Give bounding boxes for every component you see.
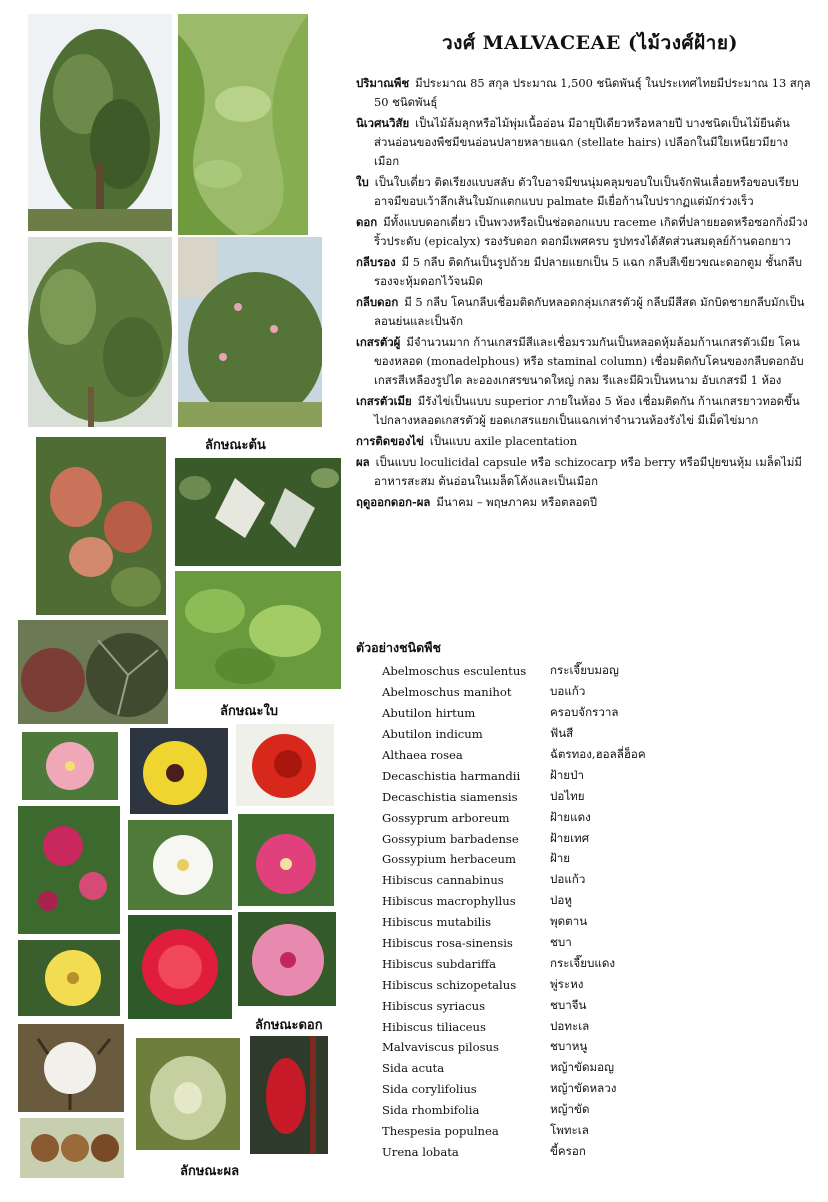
species-thai-name: ชบาจีน xyxy=(550,997,587,1012)
species-scientific-name: Abelmoschus manihot xyxy=(382,685,512,700)
description-item xyxy=(356,432,811,451)
description-label: ผล xyxy=(356,455,370,469)
species-thai-name: ปอทะเล xyxy=(550,1018,590,1033)
species-list xyxy=(382,661,802,1162)
species-scientific-name: Sida acuta xyxy=(382,1061,445,1076)
red-flowering-shrub-photo xyxy=(36,437,166,615)
species-row xyxy=(382,1079,802,1100)
species-scientific-name: Abelmoschus esculentus xyxy=(382,664,527,679)
species-scientific-name: Decaschistia siamensis xyxy=(382,789,518,804)
tree-photo xyxy=(28,14,172,231)
species-row xyxy=(382,765,802,786)
species-scientific-name: Decaschistia harmandii xyxy=(382,768,521,783)
pink-mallow-photo xyxy=(238,912,336,1006)
hibiscus-bush-photo xyxy=(178,237,322,427)
description-text: มีทั้งแบบดอกเดี่ยว เป็นพวงหรือเป็นช่อดอกแบบ raceme เกิดที่ปลายยอดหรือซอกกิ่งมีวงริ้วประดับ (epicalyx) รองรับดอก ดอกมีเพศครบ รูปทรงได้สัดส่วนสมดุลย์ก้านดอกยาว xyxy=(374,215,808,248)
description-text: มีรังไข่เป็นแบบ superior ภายในห้อง 5 ห้อง เชื่อมติดกัน ก้านเกสรยาวทอดขึ้นไปกลางหลอดเกสรตัวผู้ ยอดเกสรแยกเป็นแฉกเท่าจำนวนห้องรังไข่ มีเม็ดไข่มาก xyxy=(374,394,800,427)
species-thai-name: ฝ้ายป่า xyxy=(550,767,584,782)
species-row xyxy=(382,974,802,995)
species-thai-name: ฝ้ายเทศ xyxy=(550,830,590,845)
species-row xyxy=(382,1121,802,1142)
species-row xyxy=(382,1141,802,1162)
species-row xyxy=(382,828,802,849)
species-row xyxy=(382,933,802,954)
description-text: มี 5 กลีบ โคนกลีบเชื่อมติดกับหลอดกลุ่มเกสรตัวผู้ กลีบมีสีสด มักบิดชายกลีบมักเป็นลอนย่นและเป็นจัก xyxy=(374,295,805,328)
species-thai-name: ปอไทย xyxy=(550,788,585,803)
description-label: ใบ xyxy=(356,175,369,189)
description-label: ดอก xyxy=(356,215,378,229)
pink-flower-photo xyxy=(22,732,118,800)
species-scientific-name: Abutilon indicum xyxy=(382,727,483,742)
species-thai-name: ชบา xyxy=(550,935,572,950)
species-row xyxy=(382,1100,802,1121)
species-row xyxy=(382,1058,802,1079)
species-thai-name: ขี้ครอก xyxy=(550,1143,586,1158)
species-scientific-name: Abutilon hirtum xyxy=(382,706,476,721)
species-scientific-name: Hibiscus macrophyllus xyxy=(382,894,516,909)
species-scientific-name: Hibiscus syriacus xyxy=(382,998,486,1013)
species-scientific-name: Althaea rosea xyxy=(382,748,463,762)
description-item xyxy=(356,173,811,211)
species-thai-name: ฉัตรทอง,ฮอลลี่ฮ็อค xyxy=(550,747,646,761)
species-thai-name: พุดตาน xyxy=(550,914,588,929)
species-thai-name: ครอบจักรวาล xyxy=(550,705,619,720)
species-scientific-name: Sida corylifolius xyxy=(382,1082,477,1097)
species-scientific-name: Gossypium barbadense xyxy=(382,831,519,846)
description-label: การติดของไข่ xyxy=(356,434,424,448)
yellow-flower-photo xyxy=(18,940,120,1016)
species-row xyxy=(382,786,802,807)
species-row xyxy=(382,953,802,974)
species-scientific-name: Hibiscus tiliaceus xyxy=(382,1019,486,1034)
species-thai-name: กระเจี๊ยบมอญ xyxy=(550,663,619,678)
species-thai-name: ฝ้ายแดง xyxy=(550,809,591,824)
species-scientific-name: Malvaviscus pilosus xyxy=(382,1040,499,1055)
leafy-shrub-photo xyxy=(178,14,308,235)
description-text: มีจำนวนมาก ก้านเกสรมีสีและเชื่อมรวมกันเป็นหลอดหุ้มล้อมก้านเกสรตัวเมีย โคนของหลอด (monadelphous) หรือ staminal column) เชื่อมติดกับโคนของกลีบดอกอับเกสรสีเหลืองรูปไต ละอองเกสรขนาดใหญ่ กลม รีและมีผิวเป็นหนาม อับเกสรมี 1 ห้อง xyxy=(374,335,804,387)
pink-cluster-photo xyxy=(18,806,120,934)
species-thai-name: พู่ระหง xyxy=(550,976,584,991)
white-hibiscus-photo xyxy=(128,820,232,910)
species-thai-name: กระเจี๊ยบแดง xyxy=(550,955,616,970)
description-text: มี 5 กลีบ ติดกันเป็นรูปถ้วย มีปลายแยกเป็น 5 แฉก กลีบสีเขียวขณะดอกตูม ชั้นกลีบรองจะหุ้มดอกไว้จนมิด xyxy=(374,255,802,288)
species-thai-name: ปอแก้ว xyxy=(550,872,586,887)
white-leaves-photo xyxy=(175,458,341,566)
species-thai-name: โพทะเล xyxy=(550,1123,589,1138)
species-scientific-name: Gossypium herbaceum xyxy=(382,852,516,867)
species-row xyxy=(382,724,802,745)
species-row xyxy=(382,995,802,1016)
species-thai-name: หญ้าขัดมอญ xyxy=(550,1060,614,1075)
description-item xyxy=(356,114,811,171)
description-label: กลีบดอก xyxy=(356,295,399,309)
species-thai-name: บอแก้ว xyxy=(550,684,586,699)
species-scientific-name: Hibiscus rosa-sinensis xyxy=(382,936,513,951)
species-scientific-name: Hibiscus schizopetalus xyxy=(382,977,517,992)
description-text: เป็นแบบ loculicidal capsule หรือ schizocarp หรือ berry หรือมีปุยขนหุ้ม เมล็ดไม่มีอาหารสะสม ต้นอ่อนในเมล็ดโค้งและเป็นเมือก xyxy=(374,455,802,488)
species-thai-name: ฟันสี xyxy=(550,726,574,741)
species-row xyxy=(382,891,802,912)
species-scientific-name: Urena lobata xyxy=(382,1144,459,1159)
flower-caption: ลักษณะดอก xyxy=(255,1018,323,1033)
species-row xyxy=(382,807,802,828)
page-title: วงศ์ MALVACEAE (ไม้วงศ์ฝ้าย) xyxy=(442,32,738,54)
description-item xyxy=(356,493,811,512)
species-row xyxy=(382,745,802,766)
species-scientific-name: Hibiscus cannabinus xyxy=(382,873,504,888)
shrub-photo xyxy=(28,237,172,427)
species-scientific-name: Hibiscus subdariffa xyxy=(382,956,497,971)
species-thai-name: หญ้าขัดหลวง xyxy=(550,1081,617,1096)
fruit-capsule-photo xyxy=(136,1038,240,1150)
description-item xyxy=(356,253,811,291)
species-row xyxy=(382,1016,802,1037)
description-label: เกสรตัวผู้ xyxy=(356,335,401,349)
species-row xyxy=(382,1037,802,1058)
fruit-caption: ลักษณะผล xyxy=(180,1164,240,1179)
description-item xyxy=(356,392,811,430)
green-leaves-photo xyxy=(175,571,341,689)
description-text: เป็นใบเดี่ยว ติดเรียงแบบสลับ ตัวใบอาจมีขนนุ่มคลุมขอบใบเป็นจักฟันเลื่อยหรือขอบเรียบ อาจมีขอบเว้าลึกเส้นใบมักแตกแบบ palmate มีเยื่อก้านใบปรากฏแต่มักร่วงเร็ว xyxy=(374,175,799,208)
family-description xyxy=(356,74,811,514)
cotton-fruit-photo xyxy=(18,1024,124,1112)
species-row xyxy=(382,849,802,870)
yellow-hibiscus-photo xyxy=(130,728,228,814)
dried-fruit-photo xyxy=(20,1118,124,1178)
species-thai-name: ชบาหนู xyxy=(550,1039,588,1054)
description-item xyxy=(356,453,811,491)
species-row xyxy=(382,682,802,703)
species-scientific-name: Gossyprum arboreum xyxy=(382,810,510,825)
species-row xyxy=(382,912,802,933)
species-scientific-name: Sida rhombifolia xyxy=(382,1103,480,1118)
description-label: นิเวศนวิสัย xyxy=(356,116,410,130)
species-row xyxy=(382,870,802,891)
description-label: ฤดูออกดอก-ผล xyxy=(356,495,431,509)
double-red-flower-photo xyxy=(128,915,232,1019)
description-text: เป็นไม้ล้มลุกหรือไม้พุ่มเนื้ออ่อน มีอายุปีเดียวหรือหลายปี บางชนิดเป็นไม้ยืนต้น ส่วนอ่อนของพืชมีขนอ่อนปลายหลายแฉก (stellate hairs) เปลือกในมีใยเหนียวมียางเมือก xyxy=(374,116,790,168)
species-thai-name: ฝ้าย xyxy=(550,851,571,866)
description-item xyxy=(356,74,811,112)
description-item xyxy=(356,333,811,390)
roselle-fruit-photo xyxy=(250,1036,328,1154)
description-label: ปริมาณพืช xyxy=(356,76,410,90)
species-scientific-name: Thespesia populnea xyxy=(382,1124,499,1139)
species-row xyxy=(382,661,802,682)
description-text: เป็นแบบ axile placentation xyxy=(429,434,578,448)
species-scientific-name: Hibiscus mutabilis xyxy=(382,915,492,930)
species-row xyxy=(382,703,802,724)
species-heading: ตัวอย่างชนิดพืช xyxy=(356,640,441,655)
leaf-caption: ลักษณะใบ xyxy=(220,704,279,719)
description-text: มีนาคม – พฤษภาคม หรือตลอดปี xyxy=(436,495,598,509)
species-thai-name: ปอหู xyxy=(550,893,572,908)
description-item xyxy=(356,293,811,331)
stem-caption: ลักษณะต้น xyxy=(205,438,266,453)
description-label: กลีบรอง xyxy=(356,255,396,269)
species-thai-name: หญ้าขัด xyxy=(550,1102,590,1117)
dark-leaf-photo xyxy=(18,620,168,724)
description-text: มีประมาณ 85 สกุล ประมาณ 1,500 ชนิดพันธุ์ ในประเทศไทยมีประมาณ 13 สกุล 50 ชนิดพันธุ์ xyxy=(374,76,811,109)
red-hibiscus-photo xyxy=(236,724,334,806)
description-item xyxy=(356,213,811,251)
magenta-hibiscus-photo xyxy=(238,814,334,906)
description-label: เกสรตัวเมีย xyxy=(356,394,412,408)
